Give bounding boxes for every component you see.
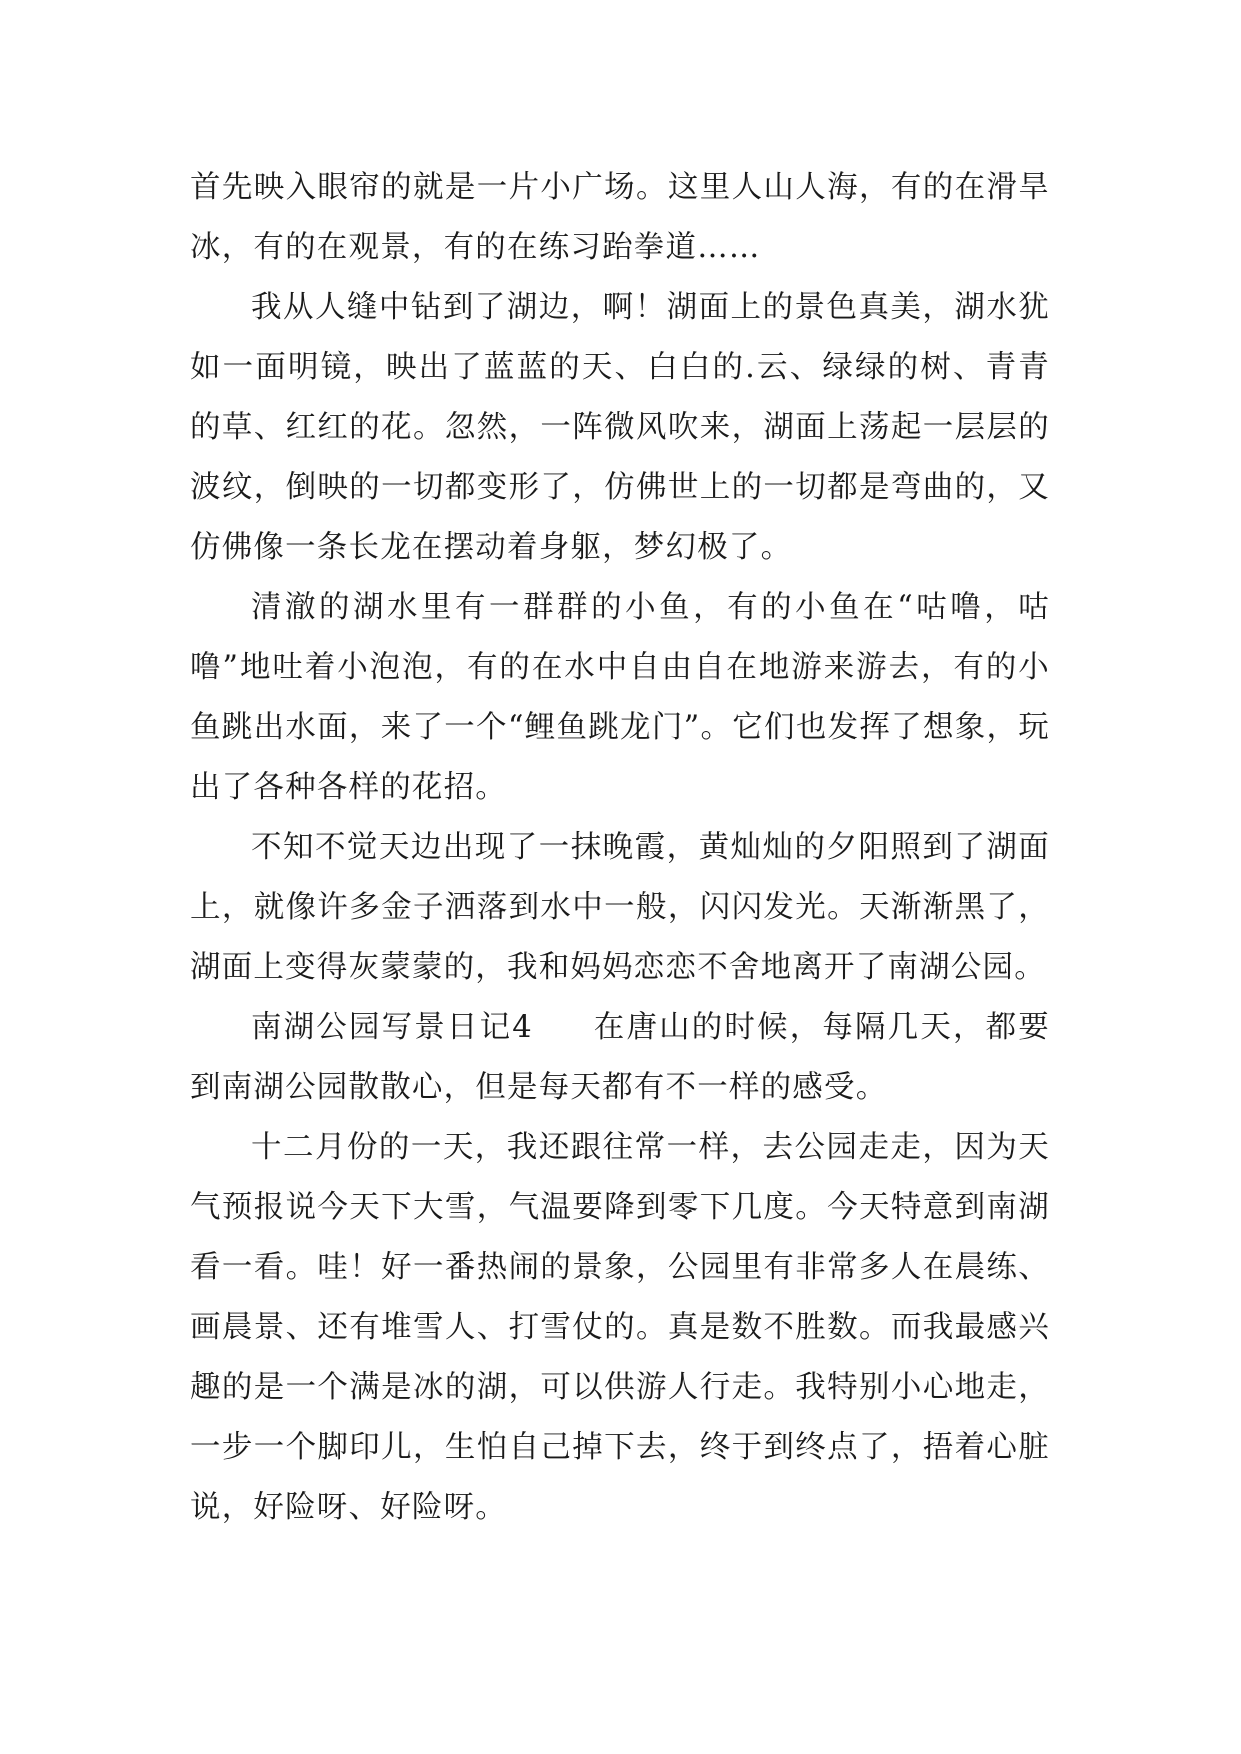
body-text <box>190 158 1050 1538</box>
paragraph-3: 清澈的湖水里有一群群的小鱼，有的小鱼在“咕噜，咕噜”地吐着小泡泡，有的在水中自由自在地游来游去，有的小鱼跳出水面，来了一个“鲤鱼跳龙门”。它们也发挥了想象，玩出了各种各样的花招。 <box>190 590 1050 805</box>
paragraph-4: 不知不觉天边出现了一抹晚霞，黄灿灿的夕阳照到了湖面上，就像许多金子洒落到水中一般，闪闪发光。天渐渐黑了，湖面上变得灰蒙蒙的，我和妈妈恋恋不舍地离开了南湖公园。 <box>190 830 1050 985</box>
section-paragraph <box>190 998 1050 1118</box>
section-intro: 在唐山的时候，每隔几天，都要到南湖公园散散心，但是每天都有不一样的感受。 <box>190 1010 1050 1105</box>
section-heading: 南湖公园写景日记4 <box>251 1010 533 1045</box>
paragraph-1: 首先映入眼帘的就是一片小广场。这里人山人海，有的在滑旱冰，有的在观景，有的在练习跆拳道…… <box>190 170 1050 265</box>
paragraph-2: 我从人缝中钻到了湖边，啊！湖面上的景色真美，湖水犹如一面明镜，映出了蓝蓝的天、白白的.云、绿绿的树、青青的草、红红的花。忽然，一阵微风吹来，湖面上荡起一层层的波纹，倒映的一切都变形了，仿佛世上的一切都是弯曲的，又仿佛像一条长龙在摆动着身躯，梦幻极了。 <box>190 290 1050 565</box>
paragraph-6: 十二月份的一天，我还跟往常一样，去公园走走，因为天气预报说今天下大雪，气温要降到零下几度。今天特意到南湖看一看。哇！好一番热闹的景象，公园里有非常多人在晨练、画晨景、还有堆雪人、打雪仗的。真是数不胜数。而我最感兴趣的是一个满是冰的湖，可以供游人行走。我特别小心地走，一步一个脚印儿，生怕自己掉下去，终于到终点了，捂着心脏说，好险呀、好险呀。 <box>190 1130 1050 1525</box>
